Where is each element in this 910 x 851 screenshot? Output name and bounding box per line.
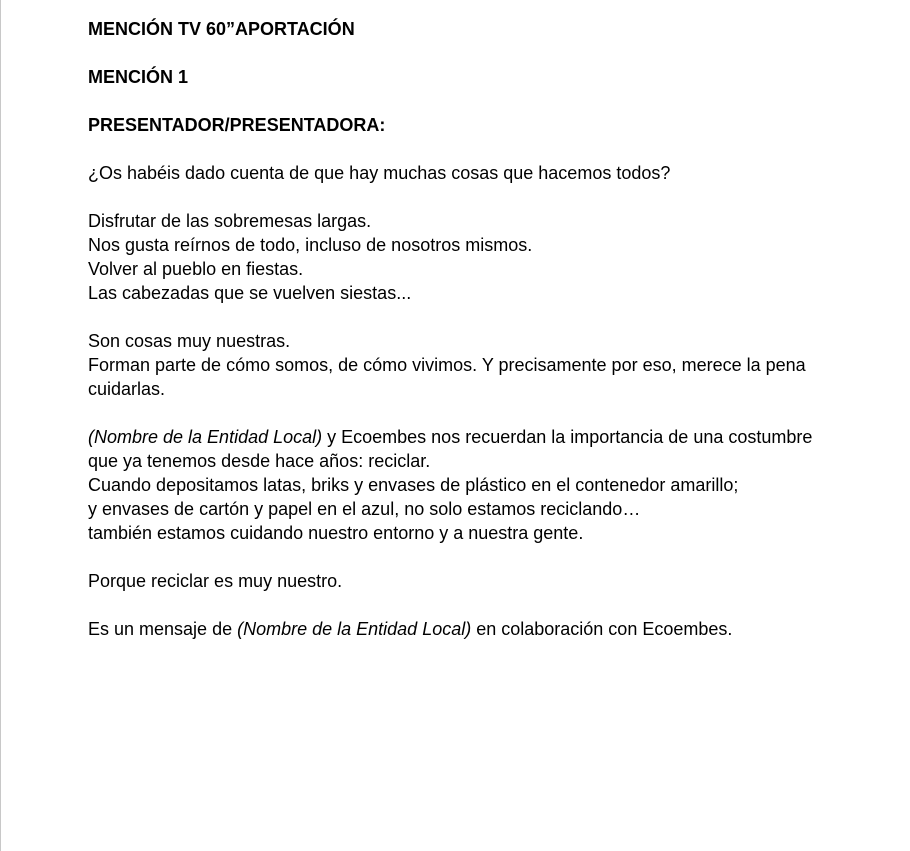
- entity-placeholder: (Nombre de la Entidad Local): [237, 619, 472, 639]
- document-title: MENCIÓN TV 60”APORTACIÓN: [88, 19, 355, 39]
- intro-paragraph: ¿Os habéis dado cuenta de que hay muchas cosas que hacemos todos?: [88, 163, 671, 183]
- page-left-border: [0, 0, 1, 851]
- values-line-2: Forman parte de cómo somos, de cómo vivimos. Y precisamente por eso, merece la pena cuidarlas.: [88, 355, 806, 399]
- mention-number: MENCIÓN 1: [88, 67, 189, 87]
- closing-suffix: en colaboración con Ecoembes.: [471, 619, 733, 639]
- closing-prefix: Es un mensaje de: [88, 619, 238, 639]
- closing-paragraph: [88, 617, 828, 641]
- list-line: Volver al pueblo en fiestas.: [88, 259, 304, 279]
- recycling-line-1-text: y Ecoembes nos recuerdan la importancia de una costumbre que ya tenemos desde hace años: reciclar.: [88, 427, 813, 471]
- document-page: [88, 17, 828, 665]
- recycling-line-2: Cuando depositamos latas, briks y envases de plástico en el contenedor amarillo;: [88, 475, 739, 495]
- entity-placeholder: (Nombre de la Entidad Local): [88, 427, 323, 447]
- list-line: Disfrutar de las sobremesas largas.: [88, 211, 372, 231]
- list-line: Las cabezadas que se vuelven siestas...: [88, 283, 412, 303]
- recycling-line-3: y envases de cartón y papel en el azul, no solo estamos reciclando…: [88, 499, 641, 519]
- recycling-line-4: también estamos cuidando nuestro entorno y a nuestra gente.: [88, 523, 584, 543]
- values-line-1: Son cosas muy nuestras.: [88, 331, 291, 351]
- slogan-paragraph: Porque reciclar es muy nuestro.: [88, 571, 343, 591]
- recycling-line-1: [88, 425, 828, 473]
- speaker-label: PRESENTADOR/PRESENTADORA:: [88, 115, 386, 135]
- recycling-paragraph: [88, 425, 828, 545]
- list-line: Nos gusta reírnos de todo, incluso de nosotros mismos.: [88, 235, 533, 255]
- values-paragraph: [88, 329, 828, 401]
- list-paragraph: [88, 209, 828, 305]
